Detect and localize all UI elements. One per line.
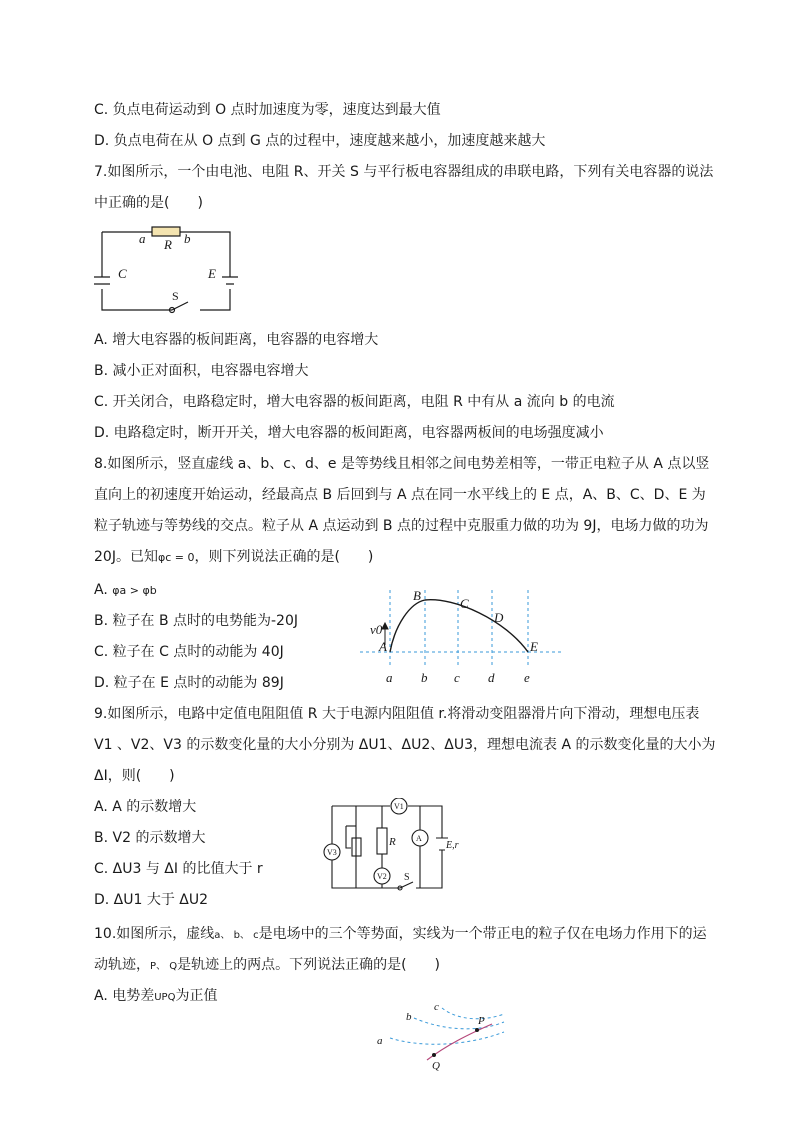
q7-stem-line2: 中正确的是( ) <box>94 195 203 211</box>
q8-formula-phia-phib: φa > φb <box>112 584 157 597</box>
fig7-label-R: R <box>164 237 172 252</box>
fig9-label-Er: E,r <box>446 840 459 851</box>
q8-option-a: A. φa > φb <box>94 582 157 598</box>
option-d-q6: D. 负点电荷在从 O 点到 G 点的过程中，速度越来越小，加速度越来越大 <box>94 133 546 149</box>
option-c-q6: C. 负点电荷运动到 O 点时加速度为零，速度达到最大值 <box>94 102 441 118</box>
fig10-label-c: c <box>434 1001 439 1013</box>
fig9-label-V2: V2 <box>377 872 387 881</box>
q9-circuit-figure <box>320 798 470 898</box>
q10-labels-abc: a、 b、 c <box>214 930 259 941</box>
q7-option-b: B. 减小正对面积，电容器电容增大 <box>94 363 309 379</box>
fig8-label-C: C <box>460 596 469 611</box>
q8-stem-post: ，则下列说法正确的是( ) <box>194 549 374 565</box>
fig10-label-P: P <box>478 1015 485 1027</box>
q9-option-d: D. ΔU1 大于 ΔU2 <box>94 892 209 908</box>
fig9-label-V1: V1 <box>394 802 404 811</box>
fig10-label-b: b <box>406 1011 412 1023</box>
q8-option-b: B. 粒子在 B 点时的电势能为-20J <box>94 613 299 629</box>
q10-equipotential-figure <box>372 1000 512 1072</box>
q10-upq: UPQ <box>154 992 176 1003</box>
q7-option-a: A. 增大电容器的板间距离，电容器的电容增大 <box>94 332 379 348</box>
fig7-label-a: a <box>139 231 146 246</box>
q10-stem-line1: 10.如图所示，虚线a、 b、 c是电场中的三个等势面，实线为一个带正电的粒子仅在电场力作用下的运 <box>94 926 707 942</box>
fig8-label-E: E <box>530 639 538 654</box>
fig8-label-a: a <box>386 670 393 685</box>
fig7-label-b: b <box>184 231 191 246</box>
fig8-label-B: B <box>413 588 421 603</box>
q7-stem-line1: 7.如图所示，一个由电池、电阻 R、开关 S 与平行板电容器组成的串联电路，下列有关电容器的说法 <box>94 164 714 180</box>
q10-option-a: A. 电势差UPQ为正值 <box>94 988 218 1004</box>
q7-option-d: D. 电路稳定时，断开开关，增大电容器的板间距离，电容器两板间的电场强度减小 <box>94 425 604 441</box>
fig10-label-a: a <box>377 1035 383 1047</box>
fig8-label-d: d <box>488 670 495 685</box>
q9-stem-line3: ΔI，则( ) <box>94 768 175 784</box>
q8-trajectory-figure <box>355 585 570 690</box>
q9-option-a: A. A 的示数增大 <box>94 799 197 815</box>
q7-circuit-figure <box>92 222 242 322</box>
q9-option-c: C. ΔU3 与 ΔI 的比值大于 r <box>94 861 263 877</box>
fig10-label-Q: Q <box>432 1060 440 1072</box>
q8-stem-line4 <box>94 547 373 568</box>
q8-formula-phic: φc = 0 <box>157 551 195 564</box>
fig7-label-S: S <box>172 289 179 303</box>
q9-option-b: B. V2 的示数增大 <box>94 830 206 846</box>
fig9-label-V3: V3 <box>327 848 337 857</box>
q8-stem-line3: 粒子轨迹与等势线的交点。粒子从 A 点运动到 B 点的过程中克服重力做的功为 9J，电场力做的功为 <box>94 518 709 534</box>
q10-labels-pq: P、 Q <box>150 961 178 972</box>
q8-stem-pre: 20J。已知 <box>94 549 158 565</box>
fig9-label-R: R <box>389 836 396 848</box>
q8-stem-line2: 直向上的初速度开始运动，经最高点 B 后回到与 A 点在同一水平线上的 E 点，A、B、C、D、E 为 <box>94 487 706 503</box>
fig9-label-S: S <box>404 872 410 883</box>
fig8-label-A: A <box>379 639 387 654</box>
q10-stem-line2: 动轨迹，P、 Q是轨迹上的两点。下列说法正确的是( ) <box>94 957 441 973</box>
fig8-label-v0: v0 <box>370 622 383 637</box>
fig7-label-E: E <box>208 266 216 281</box>
fig7-label-C: C <box>118 266 127 281</box>
q9-stem-line2: V1 、V2、V3 的示数变化量的大小分别为 ΔU1、ΔU2、ΔU3，理想电流表 A 的示数变化量的大小为 <box>94 737 716 753</box>
fig8-label-c: c <box>454 670 460 685</box>
q7-option-c: C. 开关闭合，电路稳定时，增大电容器的板间距离，电阻 R 中有从 a 流向 b 的电流 <box>94 394 615 410</box>
q8-option-c: C. 粒子在 C 点时的动能为 40J <box>94 644 284 660</box>
fig9-label-A: A <box>416 834 422 843</box>
fig8-label-e: e <box>524 670 530 685</box>
q8-option-d: D. 粒子在 E 点时的动能为 89J <box>94 675 284 691</box>
fig8-label-b: b <box>421 670 428 685</box>
q8-stem-line1: 8.如图所示，竖直虚线 a、b、c、d、e 是等势线且相邻之间电势差相等，一带正电粒子从 A 点以竖 <box>94 456 710 472</box>
fig8-label-D: D <box>494 610 504 625</box>
q9-stem-line1: 9.如图所示，电路中定值电阻阻值 R 大于电源内阻阻值 r.将滑动变阻器滑片向下滑动，理想电压表 <box>94 706 700 722</box>
